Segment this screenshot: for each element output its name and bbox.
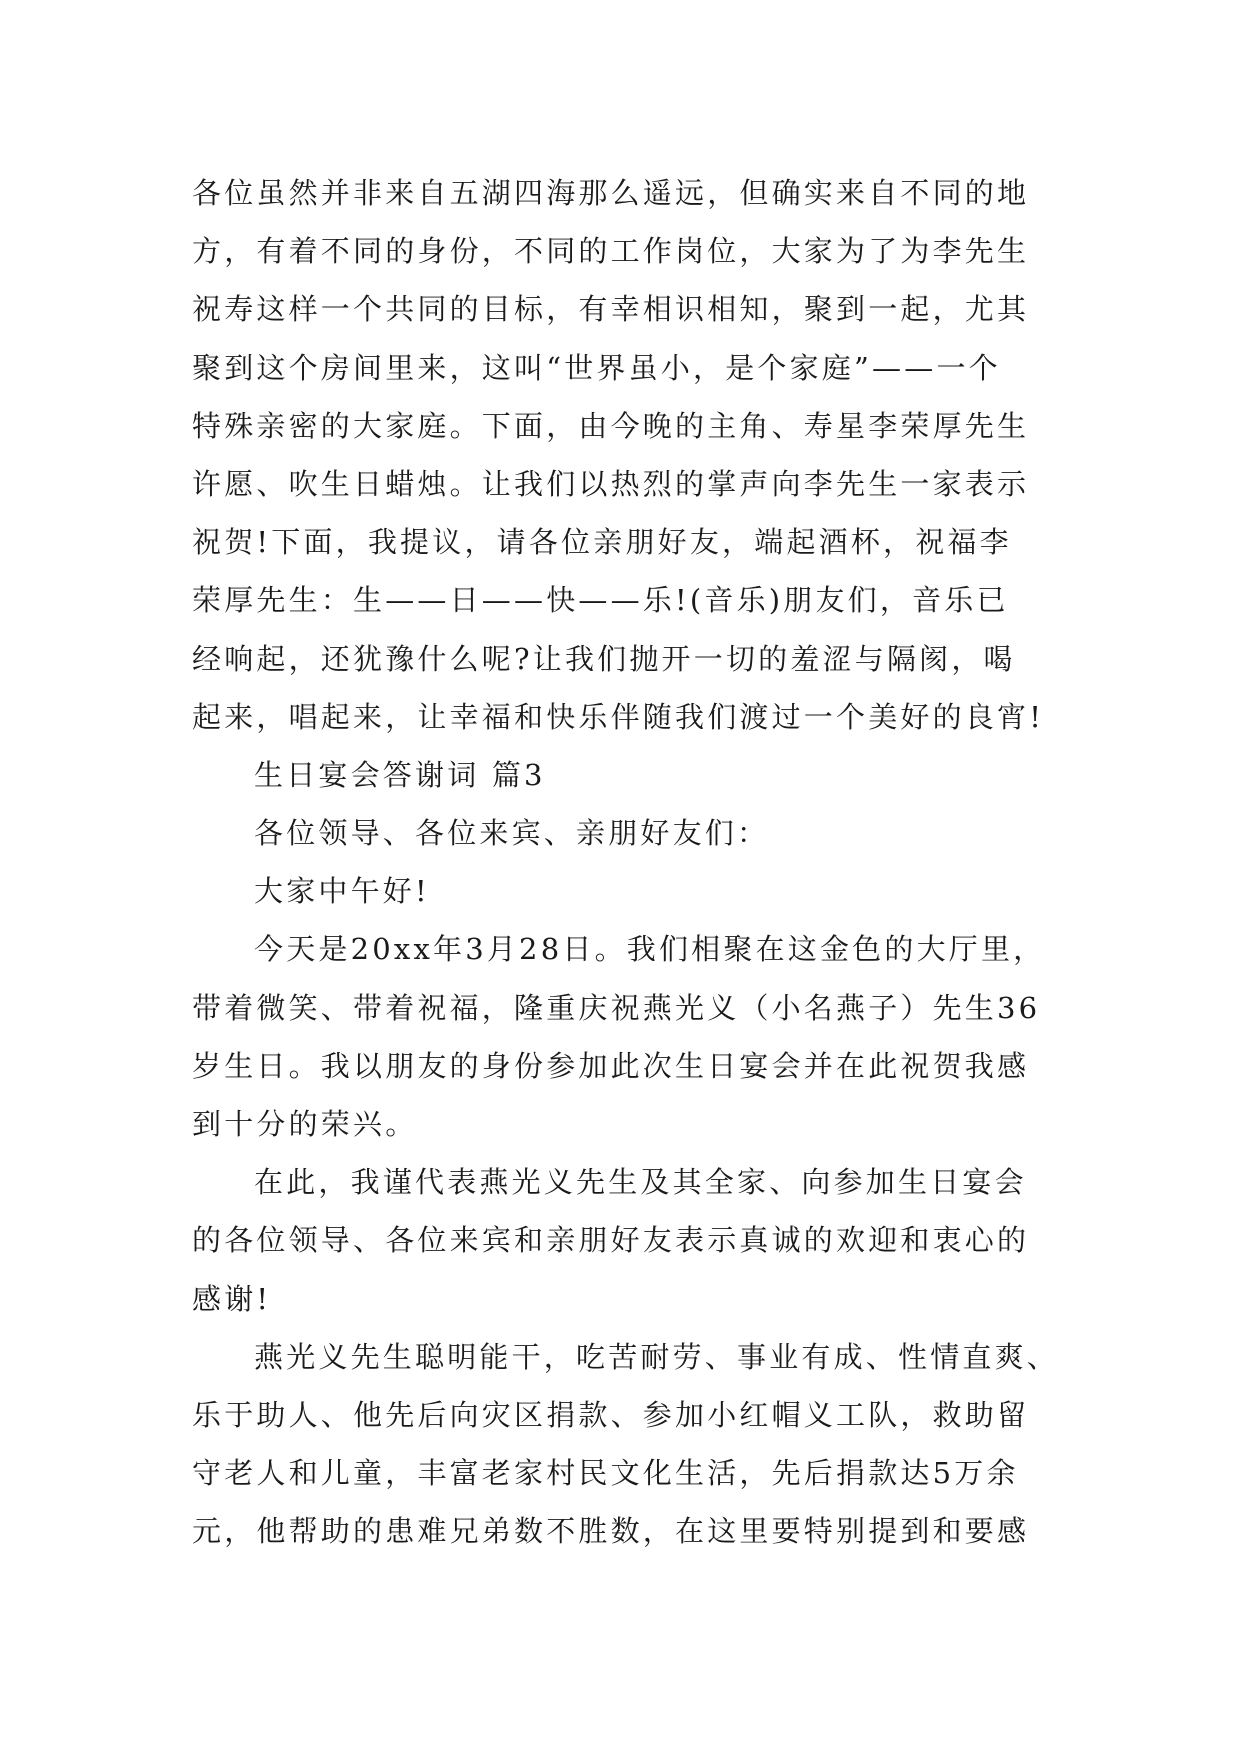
text-line: 特殊亲密的大家庭。下面，由今晚的主角、寿星李荣厚先生: [192, 408, 1030, 443]
text-line: 荣厚先生：生——日——快——乐!(音乐)朋友们，音乐已: [192, 583, 1009, 618]
text-line: 生日宴会答谢词 篇3: [254, 757, 546, 792]
text-line: 各位领导、各位来宾、亲朋好友们：: [254, 816, 770, 851]
text-line: 经响起，还犹豫什么呢?让我们抛开一切的羞涩与隔阂，喝: [192, 641, 1016, 676]
text-line: 感谢!: [192, 1281, 272, 1316]
text-line: 乐于助人、他先后向灾区捐款、参加小红帽义工队，救助留: [192, 1397, 1030, 1432]
text-line: 燕光义先生聪明能干，吃苦耐劳、事业有成、性情直爽、: [254, 1339, 1060, 1374]
text-line: 聚到这个房间里来，这叫“世界虽小，是个家庭”——一个: [192, 350, 1001, 385]
text-line: 祝贺!下面，我提议，请各位亲朋好友，端起酒杯，祝福李: [192, 525, 1012, 560]
text-line: 到十分的荣兴。: [192, 1107, 418, 1141]
text-line: 今天是20xx年3月28日。我们相聚在这金色的大厅里，: [254, 932, 1046, 967]
text-line: 祝寿这样一个共同的目标，有幸相识相知，聚到一起，尤其: [192, 292, 1030, 327]
document-body: [192, 164, 1060, 1561]
text-line: 起来，唱起来，让幸福和快乐伴随我们渡过一个美好的良宵!: [192, 699, 1045, 734]
text-line: 在此，我谨代表燕光义先生及其全家、向参加生日宴会: [254, 1165, 1027, 1200]
text-line: 岁生日。我以朋友的身份参加此次生日宴会并在此祝贺我感: [192, 1048, 1030, 1083]
text-line: 守老人和儿童，丰富老家村民文化生活，先后捐款达5万余: [192, 1456, 1019, 1491]
text-line: 带着微笑、带着祝福，隆重庆祝燕光义（小名燕子）先生36: [192, 990, 1041, 1025]
text-line: 的各位领导、各位来宾和亲朋好友表示真诚的欢迎和衷心的: [192, 1223, 1030, 1258]
text-line: 大家中午好!: [254, 874, 430, 909]
text-line: 许愿、吹生日蜡烛。让我们以热烈的掌声向李先生一家表示: [192, 466, 1030, 501]
text-line: 元，他帮助的患难兄弟数不胜数，在这里要特别提到和要感: [192, 1514, 1030, 1549]
text-line: 方，有着不同的身份，不同的工作岗位，大家为了为李先生: [192, 234, 1030, 269]
text-line: 各位虽然并非来自五湖四海那么遥远，但确实来自不同的地: [192, 176, 1030, 210]
